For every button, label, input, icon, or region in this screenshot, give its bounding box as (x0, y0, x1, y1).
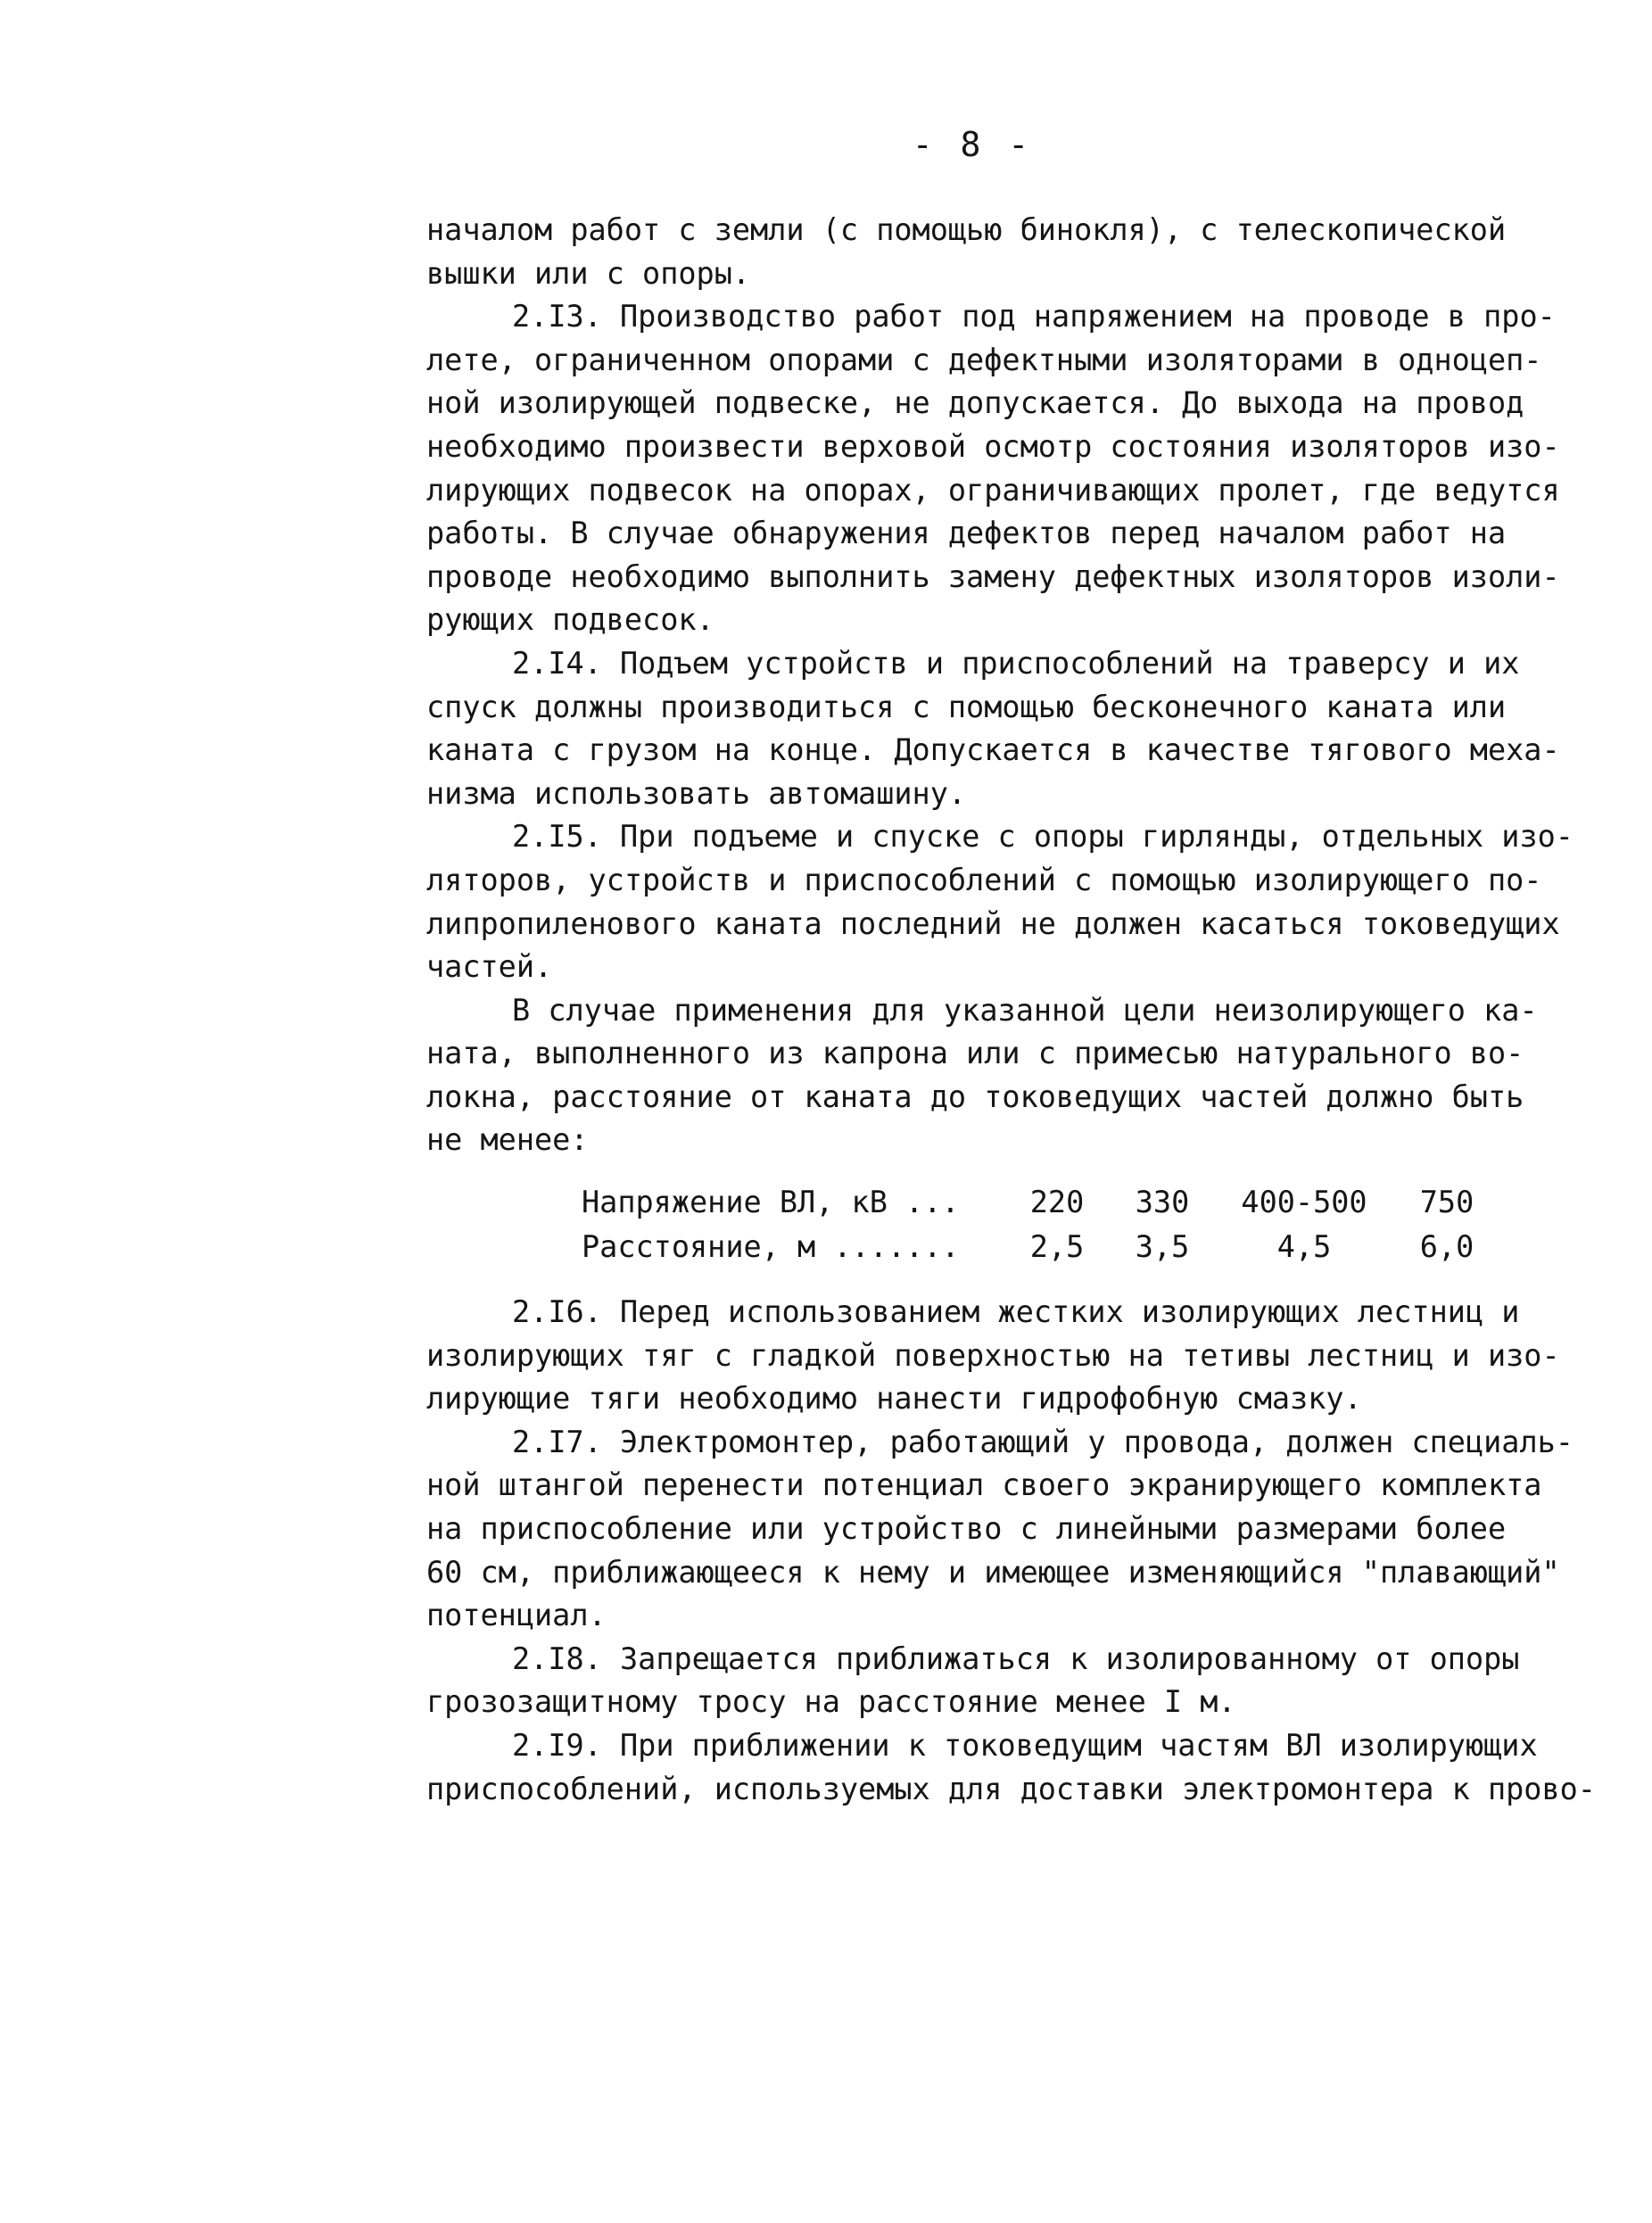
text-line: 60 см, приближающееся к нему и имеющее изменяющийся "плавающий" (426, 1554, 1560, 1590)
text-line: низма использовать автомашину. (426, 775, 967, 811)
table-cell: 750 (1419, 1185, 1474, 1220)
paragraph-rope-start: В случае применения для указанной цели неизолирующего ка- (512, 992, 1538, 1028)
table-row-voltage (582, 1180, 1577, 1225)
text-line: вышки или с опоры. (426, 255, 751, 291)
paragraph-2-17-start: 2.I7. Электромонтер, работающий у провода, должен специаль- (512, 1424, 1574, 1459)
table-cell: 6,0 (1419, 1229, 1474, 1265)
text-line: грозозащитному тросу на расстояние менее I м. (426, 1684, 1236, 1720)
text-line: необходимо произвести верховой осмотр состояния изоляторов изо- (426, 428, 1560, 464)
table-cell: 330 (1135, 1185, 1190, 1220)
text-line: ляторов, устройств и приспособлений с помощью изолирующего по- (426, 862, 1542, 897)
text-line: на приспособление или устройство с линейными размерами более (426, 1511, 1507, 1547)
body-text (426, 209, 1596, 1811)
text-line: приспособлений, используемых для доставки электромонтера к прово- (426, 1771, 1596, 1806)
paragraph-2-14-start: 2.I4. Подъем устройств и приспособлений на траверсу и их (512, 645, 1520, 681)
table-row-label: Расстояние, м ....... (582, 1229, 960, 1265)
paragraph-2-13-start: 2.I3. Производство работ под напряжением на проводе в про- (512, 299, 1556, 335)
table-cell: 3,5 (1135, 1229, 1190, 1265)
text-line: лирующие тяги необходимо нанести гидрофобную смазку. (426, 1381, 1362, 1417)
table-row-label: Напряжение ВЛ, кВ ... (582, 1185, 960, 1220)
text-line: изолирующих тяг с гладкой поверхностью на тетивы лестниц и изо- (426, 1337, 1560, 1373)
text-line: ной изолирующей подвеске, не допускается. До выхода на провод (426, 385, 1524, 421)
text-line: частей. (426, 949, 553, 985)
text-line: началом работ с земли (с помощью бинокля), с телескопической (426, 212, 1507, 247)
text-line: ной штангой перенести потенциал своего экранирующего комплекта (426, 1467, 1542, 1503)
paragraph-2-16-start: 2.I6. Перед использованием жестких изолирующих лестниц и (512, 1294, 1520, 1330)
table-cell: 400-500 (1241, 1185, 1367, 1220)
page-number: - 8 - (912, 125, 1033, 164)
text-line: локна, расстояние от каната до токоведущих частей должно быть (426, 1078, 1524, 1114)
text-line: лете, ограниченном опорами с дефектными изоляторами в одноцеп- (426, 342, 1542, 377)
text-line: рующих подвесок. (426, 602, 714, 638)
text-line: не менее: (426, 1122, 589, 1158)
text-line: каната с грузом на конце. Допускается в качестве тягового меха- (426, 732, 1560, 768)
text-line: спуск должны производиться с помощью бесконечного каната или (426, 689, 1507, 724)
paragraph-2-19-start: 2.I9. При приближении к токоведущим частям ВЛ изолирующих (512, 1728, 1538, 1763)
table-cell: 220 (1029, 1185, 1085, 1220)
paragraph-2-15-start: 2.I5. При подъеме и спуске с опоры гирлянды, отдельных изо- (512, 819, 1574, 855)
text-line: липропиленового каната последний не должен касаться токоведущих (426, 905, 1560, 941)
table-row-distance (582, 1225, 1577, 1269)
text-line: работы. В случае обнаружения дефектов перед началом работ на (426, 516, 1507, 551)
text-line: потенциал. (426, 1598, 607, 1633)
text-line: лирующих подвесок на опорах, ограничивающих пролет, где ведутся (426, 472, 1560, 508)
table-cell: 4,5 (1276, 1229, 1332, 1265)
text-line: проводе необходимо выполнить замену дефектных изоляторов изоли- (426, 558, 1560, 594)
table-cell: 2,5 (1029, 1229, 1085, 1265)
distance-table (582, 1180, 1577, 1269)
paragraph-2-18-start: 2.I8. Запрещается приближаться к изолированному от опоры (512, 1640, 1520, 1676)
text-line: ната, выполненного из капрона или с примесью натурального во- (426, 1036, 1524, 1071)
